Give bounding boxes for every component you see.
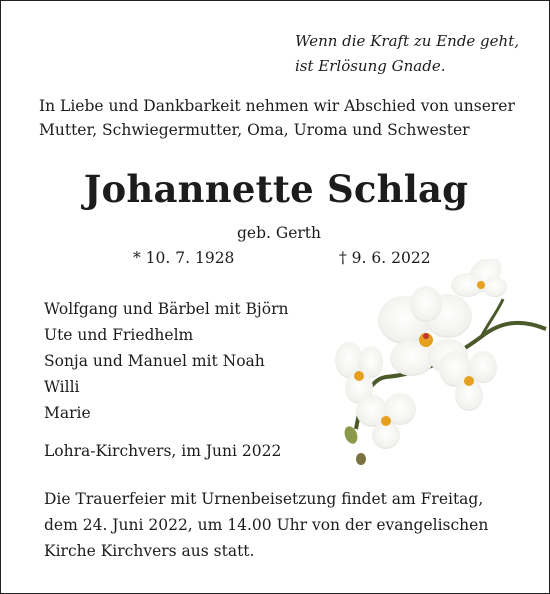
orchid-image <box>331 259 550 469</box>
mourner-item: Marie <box>44 404 91 422</box>
mourners-list <box>44 296 288 426</box>
mourner-item: Willi <box>44 378 80 396</box>
birth-date: * 10. 7. 1928 <box>133 249 235 267</box>
quote <box>295 29 519 79</box>
notice-line-3: Kirche Kirchvers aus statt. <box>44 542 255 560</box>
mourner-item: Sonja und Manuel mit Noah <box>44 352 265 370</box>
quote-line-1: Wenn die Kraft zu Ende geht, <box>295 32 519 50</box>
death-date: † 9. 6. 2022 <box>339 249 431 267</box>
notice-line-2: dem 24. Juni 2022, um 14.00 Uhr von der evangelischen <box>44 516 489 534</box>
notice-line-1: Die Trauerfeier mit Urnenbeisetzung findet am Freitag, <box>44 490 484 508</box>
intro-line-1: In Liebe und Dankbarkeit nehmen wir Abschied von unserer <box>39 97 515 115</box>
birth-name: geb. Gerth <box>236 224 322 242</box>
quote-line-2: ist Erlösung Gnade. <box>295 57 446 75</box>
funeral-notice <box>44 486 524 564</box>
mourner-item: Ute und Friedhelm <box>44 326 194 344</box>
mourner-item: Wolfgang und Bärbel mit Björn <box>44 300 289 318</box>
deceased-name: Johannette Schlag <box>83 167 469 211</box>
place-and-date: Lohra-Kirchvers, im Juni 2022 <box>44 442 282 460</box>
intro-text <box>39 94 529 142</box>
intro-line-2: Mutter, Schwiegermutter, Oma, Uroma und Schwester <box>39 121 470 139</box>
